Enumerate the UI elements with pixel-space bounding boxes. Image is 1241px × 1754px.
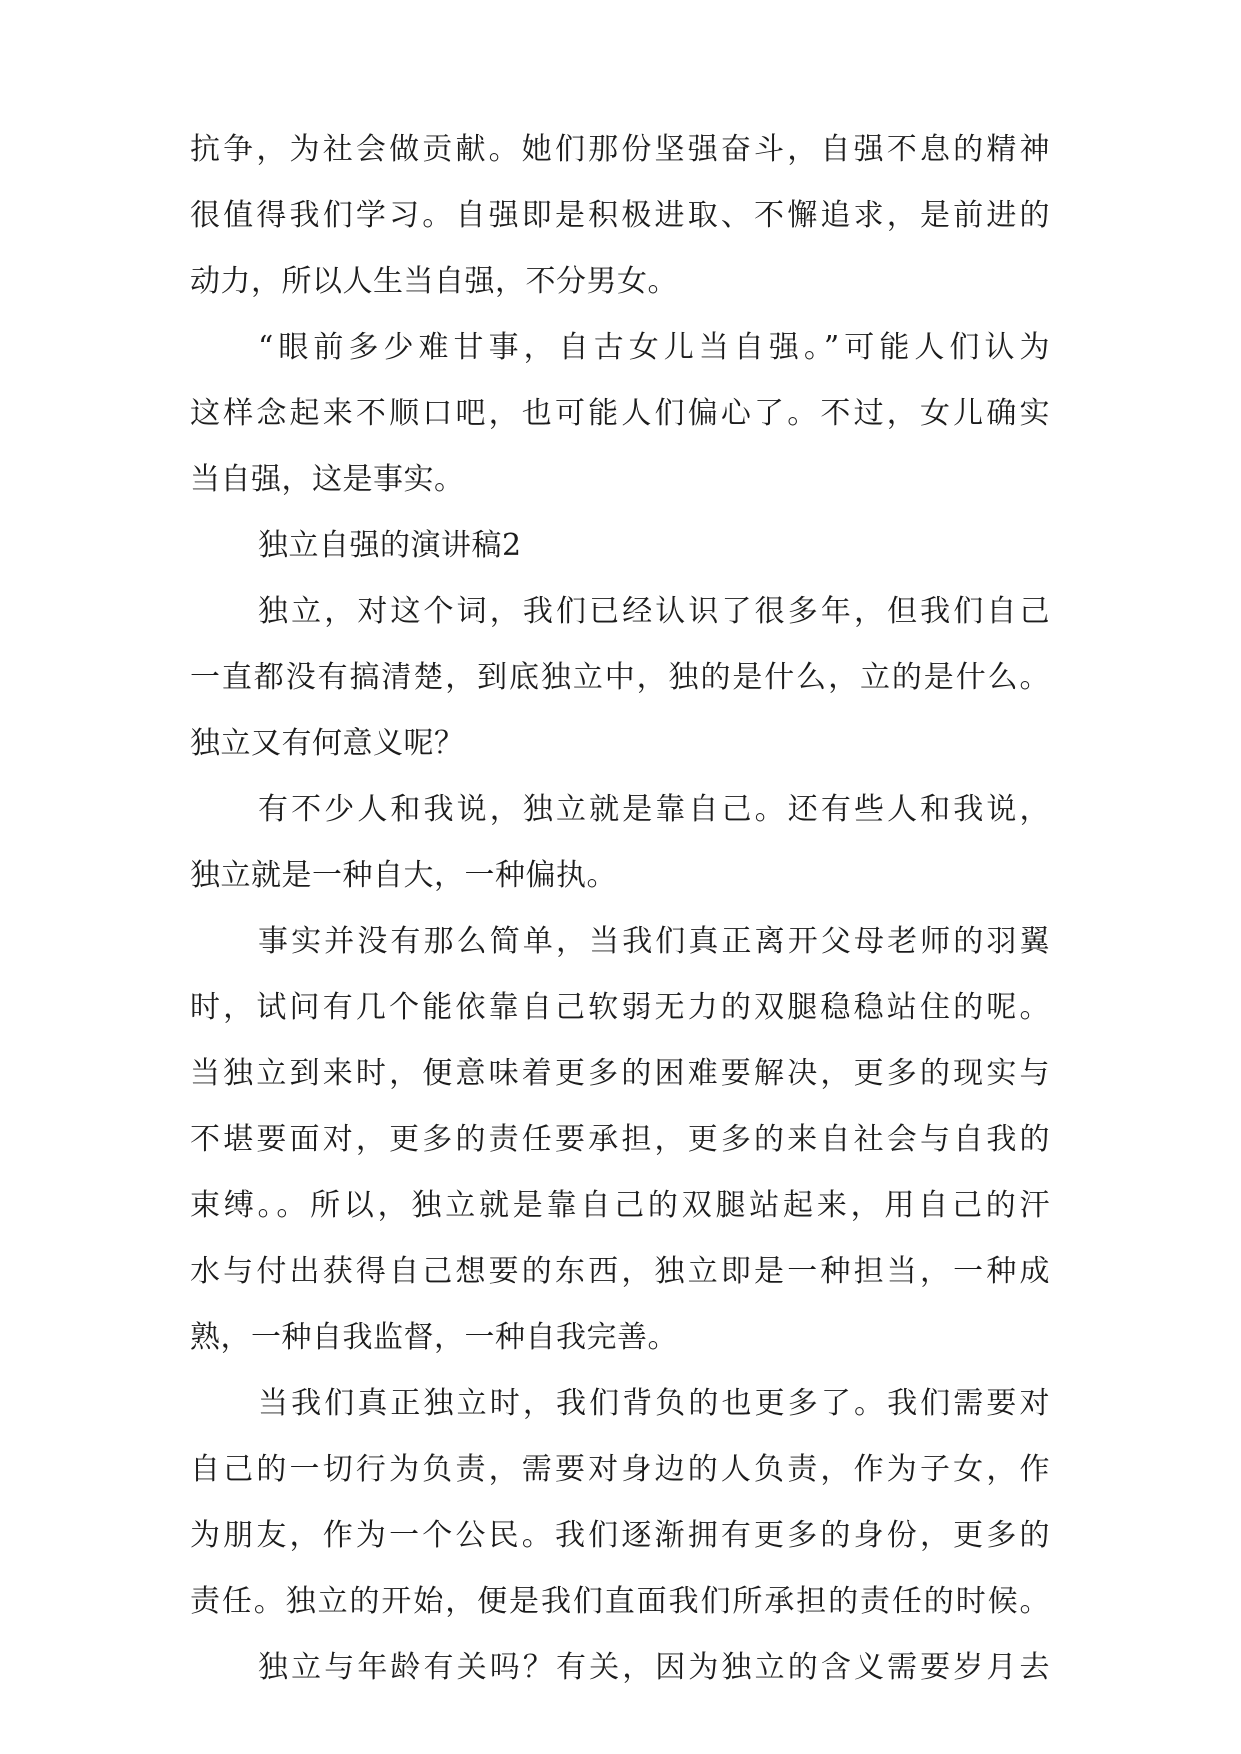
- text-line: 独立，对这个词，我们已经认识了很多年，但我们自己: [258, 594, 1050, 629]
- text-line: 责任。独立的开始，便是我们直面我们所承担的责任的时候。: [190, 1584, 1050, 1619]
- text-line: “眼前多少难甘事，自古女儿当自强。”可能人们认为: [258, 330, 1050, 365]
- text-line: 动力，所以人生当自强，不分男女。: [190, 264, 678, 299]
- text-line: 有不少人和我说，独立就是靠自己。还有些人和我说，: [258, 792, 1050, 827]
- text-line: 很值得我们学习。自强即是积极进取、不懈追求，是前进的: [190, 198, 1050, 233]
- text-line: 这样念起来不顺口吧，也可能人们偏心了。不过，女儿确实: [190, 396, 1050, 431]
- text-line: 抗争，为社会做贡献。她们那份坚强奋斗，自强不息的精神: [190, 132, 1050, 167]
- text-line: 当自强，这是事实。: [190, 462, 465, 497]
- text-line: 当独立到来时，便意味着更多的困难要解决，更多的现实与: [190, 1056, 1050, 1091]
- text-line: 独立与年龄有关吗？有关，因为独立的含义需要岁月去: [258, 1650, 1050, 1685]
- text-line: 独立就是一种自大，一种偏执。: [190, 858, 617, 893]
- text-line: 一直都没有搞清楚，到底独立中，独的是什么，立的是什么。: [190, 660, 1050, 695]
- section-heading: 独立自强的演讲稿2: [258, 528, 522, 563]
- text-line: 束缚。。所以，独立就是靠自己的双腿站起来，用自己的汗: [190, 1188, 1050, 1223]
- text-line: 时，试问有几个能依靠自己软弱无力的双腿稳稳站住的呢。: [190, 990, 1050, 1025]
- text-line: 独立又有何意义呢？: [190, 726, 465, 761]
- text-line: 为朋友，作为一个公民。我们逐渐拥有更多的身份，更多的: [190, 1518, 1050, 1553]
- text-line: 事实并没有那么简单，当我们真正离开父母老师的羽翼: [258, 924, 1050, 959]
- text-line: 不堪要面对，更多的责任要承担，更多的来自社会与自我的: [190, 1122, 1050, 1157]
- text-line: 水与付出获得自己想要的东西，独立即是一种担当，一种成: [190, 1254, 1050, 1289]
- text-line: 当我们真正独立时，我们背负的也更多了。我们需要对: [258, 1386, 1050, 1421]
- text-line: 自己的一切行为负责，需要对身边的人负责，作为子女，作: [190, 1452, 1050, 1487]
- text-line: 熟，一种自我监督，一种自我完善。: [190, 1320, 678, 1355]
